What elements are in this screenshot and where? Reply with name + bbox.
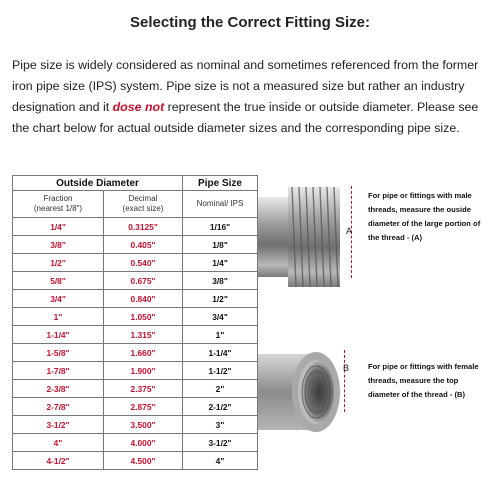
fraction-cell: 1-5/8" bbox=[13, 344, 104, 362]
table-subheader-row bbox=[13, 191, 258, 218]
table-row bbox=[13, 416, 258, 434]
decimal-cell: 3.500" bbox=[104, 416, 183, 434]
table-row bbox=[13, 434, 258, 452]
pipe-size-cell: 3-1/2" bbox=[183, 434, 258, 452]
decimal-cell: 0.675" bbox=[104, 272, 183, 290]
fraction-cell: 3-1/2" bbox=[13, 416, 104, 434]
decimal-cell: 0.3125" bbox=[104, 218, 183, 236]
table-body bbox=[13, 218, 258, 470]
decimal-subheader: Decimal (exact size) bbox=[104, 191, 183, 218]
fraction-cell: 4-1/2" bbox=[13, 452, 104, 470]
female-thread-note: For pipe or fittings with female threads, measure the top diameter of the thread - (B) bbox=[368, 362, 479, 399]
pipe-size-cell: 1/2" bbox=[183, 290, 258, 308]
male-thread-fitting-image bbox=[258, 183, 340, 291]
table-row bbox=[13, 344, 258, 362]
decimal-cell: 2.375" bbox=[104, 380, 183, 398]
dimension-line-b bbox=[344, 350, 345, 412]
pipe-size-cell: 3/8" bbox=[183, 272, 258, 290]
pipe-size-cell: 1-1/4" bbox=[183, 344, 258, 362]
dimension-label-a: A bbox=[346, 226, 353, 236]
pipe-size-cell: 1/4" bbox=[183, 254, 258, 272]
decimal-cell: 1.315" bbox=[104, 326, 183, 344]
fraction-cell: 1" bbox=[13, 308, 104, 326]
intro-emphasis: dose not bbox=[112, 100, 165, 114]
decimal-cell: 1.050" bbox=[104, 308, 183, 326]
table-row bbox=[13, 308, 258, 326]
table-row bbox=[13, 398, 258, 416]
fraction-cell: 2-7/8" bbox=[13, 398, 104, 416]
intro-paragraph bbox=[12, 55, 492, 139]
fraction-cell: 5/8" bbox=[13, 272, 104, 290]
fraction-cell: 1/4" bbox=[13, 218, 104, 236]
table-row bbox=[13, 452, 258, 470]
fraction-subheader: Fraction (nearest 1/8") bbox=[13, 191, 104, 218]
table-header-row bbox=[13, 176, 258, 191]
fraction-cell: 1-7/8" bbox=[13, 362, 104, 380]
female-thread-fitting-image bbox=[258, 344, 340, 440]
intro-text-after: represent the true inside or outside diameter. Please see the chart below for actual outside diameter sizes and the corresponding pipe size. bbox=[12, 100, 479, 135]
table-row bbox=[13, 326, 258, 344]
fraction-cell: 4" bbox=[13, 434, 104, 452]
table-row bbox=[13, 380, 258, 398]
pipe-size-cell: 1/8" bbox=[183, 236, 258, 254]
table-row bbox=[13, 218, 258, 236]
decimal-cell: 0.540" bbox=[104, 254, 183, 272]
pipe-size-cell: 4" bbox=[183, 452, 258, 470]
decimal-cell: 0.405" bbox=[104, 236, 183, 254]
pipe-size-cell: 2" bbox=[183, 380, 258, 398]
pipe-size-cell: 3/4" bbox=[183, 308, 258, 326]
fraction-cell: 3/8" bbox=[13, 236, 104, 254]
dimension-label-b: B bbox=[343, 363, 350, 373]
table-row bbox=[13, 290, 258, 308]
decimal-cell: 4.500" bbox=[104, 452, 183, 470]
decimal-cell: 2.875" bbox=[104, 398, 183, 416]
fraction-cell: 2-3/8" bbox=[13, 380, 104, 398]
pipe-size-cell: 1-1/2" bbox=[183, 362, 258, 380]
page-title: Selecting the Correct Fitting Size: bbox=[129, 14, 371, 31]
table-row bbox=[13, 362, 258, 380]
fraction-cell: 1/2" bbox=[13, 254, 104, 272]
intro-text-before: Pipe size is widely considered as nominal and sometimes referenced from the former iron pipe size (IPS) system. Pipe size is not a measured size but rather an industry designation and it bbox=[12, 58, 479, 114]
fraction-cell: 3/4" bbox=[13, 290, 104, 308]
pipe-size-cell: 2-1/2" bbox=[183, 398, 258, 416]
pipe-size-cell: 1" bbox=[183, 326, 258, 344]
outside-diameter-header: Outside Diameter bbox=[13, 176, 183, 191]
fitting-size-table bbox=[12, 175, 258, 470]
pipe-size-cell: 3" bbox=[183, 416, 258, 434]
table-row bbox=[13, 272, 258, 290]
decimal-cell: 0.840" bbox=[104, 290, 183, 308]
pipe-size-header: Pipe Size bbox=[183, 176, 258, 191]
decimal-cell: 4.000" bbox=[104, 434, 183, 452]
table-row bbox=[13, 254, 258, 272]
decimal-cell: 1.660" bbox=[104, 344, 183, 362]
fraction-cell: 1-1/4" bbox=[13, 326, 104, 344]
pipe-size-cell: 1/16" bbox=[183, 218, 258, 236]
nominal-subheader: Nominal/ IPS bbox=[183, 191, 258, 218]
male-thread-note: For pipe or fittings with male threads, measure the ouside diameter of the large portion of the thread - (A) bbox=[368, 191, 481, 242]
decimal-cell: 1.900" bbox=[104, 362, 183, 380]
table-row bbox=[13, 236, 258, 254]
